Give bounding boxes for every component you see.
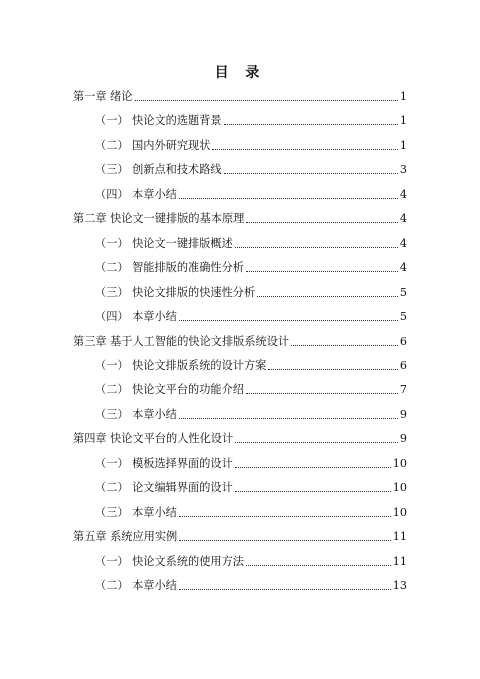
toc-dot-leader xyxy=(179,540,391,541)
toc-dot-leader xyxy=(235,247,398,248)
toc-chapter-entry[interactable] xyxy=(73,530,407,544)
toc-section-entry[interactable] xyxy=(95,506,407,520)
toc-dot-leader xyxy=(235,442,398,443)
toc-section-entry[interactable] xyxy=(95,481,407,495)
toc-dot-leader xyxy=(212,149,397,150)
toc-chapter-entry[interactable] xyxy=(73,90,407,104)
toc-section-entry[interactable] xyxy=(95,286,407,300)
toc-dot-leader xyxy=(179,516,391,517)
toc-chapter-entry[interactable] xyxy=(73,432,407,446)
toc-page-number: 9 xyxy=(399,432,407,446)
toc-section-entry[interactable] xyxy=(95,261,407,275)
toc-page-number: 1 xyxy=(399,138,407,152)
toc-entry-label: （一） 快论文排版系统的设计方案 xyxy=(95,358,267,372)
toc-page-number: 1 xyxy=(399,114,407,128)
toc-section-entry[interactable] xyxy=(95,457,407,471)
toc-entry-label: （三） 本章小结 xyxy=(95,505,177,519)
toc-dot-leader xyxy=(246,222,398,223)
toc-chapter-entry[interactable] xyxy=(73,212,407,226)
toc-page-number: 7 xyxy=(399,383,407,397)
toc-dot-leader xyxy=(246,565,391,566)
toc-dot-leader xyxy=(268,369,398,370)
toc-page-number: 6 xyxy=(399,334,407,348)
toc-dot-leader xyxy=(246,271,398,272)
toc-section-entry[interactable] xyxy=(95,408,407,422)
toc-page-number: 10 xyxy=(392,481,407,495)
toc-page-number: 4 xyxy=(399,261,407,275)
toc-dot-leader xyxy=(224,124,398,125)
toc-section-entry[interactable] xyxy=(95,114,407,128)
toc-entry-label: （一） 模板选择界面的设计 xyxy=(95,456,233,470)
toc-page-number: 11 xyxy=(392,530,407,544)
toc-dot-leader xyxy=(246,393,398,394)
toc-section-entry[interactable] xyxy=(95,188,407,202)
toc-entry-label: （二） 国内外研究现状 xyxy=(95,138,211,152)
toc-page-number: 10 xyxy=(392,456,407,470)
toc-entry-label: （二） 本章小结 xyxy=(95,579,177,592)
toc-dot-leader xyxy=(179,418,398,419)
toc-entry-label: （四） 本章小结 xyxy=(95,187,177,201)
toc-entry-label: 第一章 绪论 xyxy=(73,90,133,103)
toc-section-entry[interactable] xyxy=(95,555,407,569)
toc-entry-label: 第四章 快论文平台的人性化设计 xyxy=(73,432,234,446)
toc-page-number: 10 xyxy=(392,505,407,519)
toc-dot-leader xyxy=(179,198,398,199)
toc-dot-leader xyxy=(179,320,398,321)
toc-section-entry[interactable] xyxy=(95,139,407,153)
toc-dot-leader xyxy=(257,296,398,297)
toc-dot-leader xyxy=(235,467,391,468)
toc-page-number: 5 xyxy=(399,285,407,299)
toc-page-number: 4 xyxy=(399,187,407,201)
toc-page-number: 3 xyxy=(399,163,407,177)
toc-section-entry[interactable] xyxy=(95,359,407,373)
toc-entry-label: （四） 本章小结 xyxy=(95,310,177,324)
toc-entry-label: （二） 智能排版的准确性分析 xyxy=(95,261,244,275)
toc-dot-leader xyxy=(224,173,398,174)
toc-dot-leader xyxy=(291,345,398,346)
toc-page-number: 1 xyxy=(399,90,407,103)
toc-entry-label: （一） 快论文的选题背景 xyxy=(95,114,222,128)
toc-page-number: 5 xyxy=(399,310,407,324)
toc-dot-leader xyxy=(179,589,391,590)
toc-section-entry[interactable] xyxy=(95,310,407,324)
toc-page-number: 11 xyxy=(392,554,407,568)
toc-page-number: 9 xyxy=(399,407,407,421)
toc-page-number: 4 xyxy=(399,236,407,250)
toc-entry-label: （三） 本章小结 xyxy=(95,407,177,421)
toc-entry-label: 第三章 基于人工智能的快论文排版系统设计 xyxy=(73,334,290,348)
toc-entry-label: （二） 论文编辑界面的设计 xyxy=(95,481,233,495)
toc-title: 目 录 xyxy=(214,65,266,81)
toc-entry-label: （二） 快论文平台的功能介绍 xyxy=(95,383,244,397)
toc-dot-leader xyxy=(235,491,391,492)
toc-entry-label: （一） 快论文系统的使用方法 xyxy=(95,554,244,568)
toc-section-entry[interactable] xyxy=(95,237,407,251)
toc-entry-label: （一） 快论文一键排版概述 xyxy=(95,236,233,250)
toc-page-number: 4 xyxy=(399,212,407,226)
toc-page-number: 13 xyxy=(392,579,407,592)
toc-chapter-entry[interactable] xyxy=(73,335,407,349)
toc-entry-label: 第二章 快论文一键排版的基本原理 xyxy=(73,212,245,226)
toc-page-number: 6 xyxy=(399,358,407,372)
toc-section-entry[interactable] xyxy=(95,383,407,397)
toc-section-entry[interactable] xyxy=(95,163,407,177)
toc-entry-label: 第五章 系统应用实例 xyxy=(73,530,178,544)
toc-entry-label: （三） 快论文排版的快速性分析 xyxy=(95,285,256,299)
toc-section-entry[interactable] xyxy=(95,579,407,593)
toc-entry-label: （三） 创新点和技术路线 xyxy=(95,163,222,177)
toc-dot-leader xyxy=(135,100,398,101)
